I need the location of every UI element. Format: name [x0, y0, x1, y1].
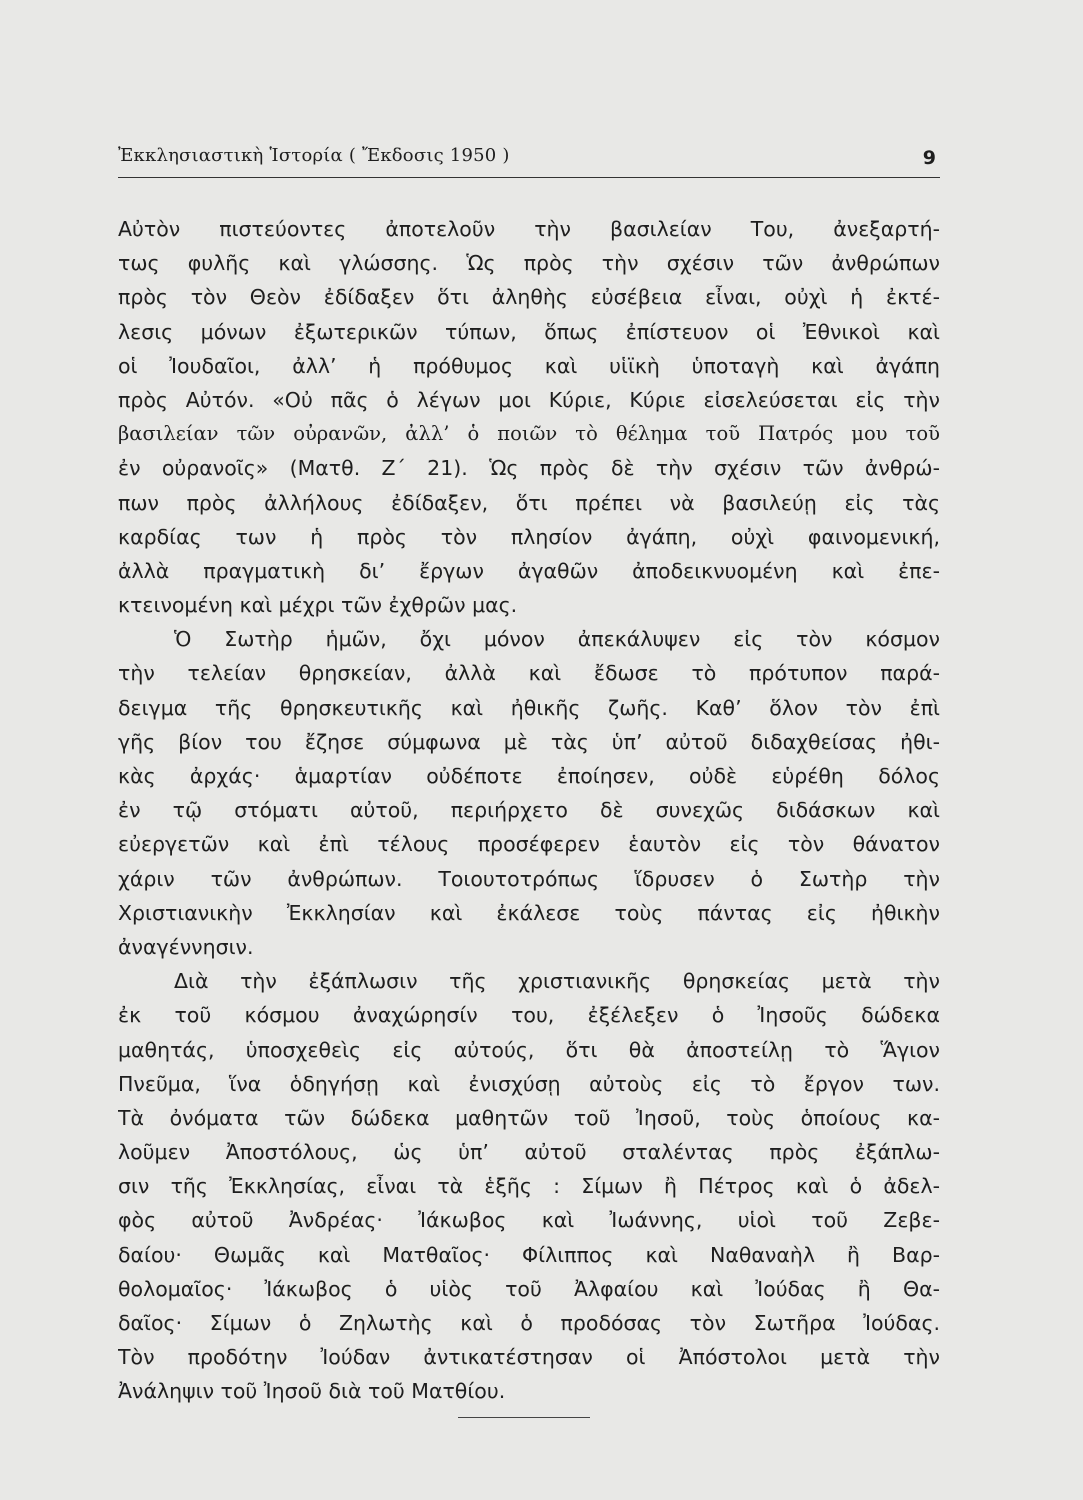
text-line: τὴν τελείαν θρησκείαν, ἀλλὰ καὶ ἔδωσε τὸ πρότυπον παρά- [118, 661, 940, 686]
text-line: Αὐτὸν πιστεύοντες ἀποτελοῦν τὴν βασιλείαν Του, ἀνεξαρτή- [118, 217, 940, 241]
text-line: ἀλλὰ πραγματικὴ δι’ ἔργων ἀγαθῶν ἀποδεικνυομένη καὶ ἐπε- [118, 558, 940, 583]
text-line: δαίου· Θωμᾶς καὶ Ματθαῖος· Φίλιππος καὶ Ναθαναὴλ ἢ Βαρ- [118, 1242, 940, 1267]
text-line: χάριν τῶν ἀνθρώπων. Τοιουτοτρόπως ἵδρυσεν ὁ Σωτὴρ τὴν [118, 866, 940, 891]
page-number: 9 [922, 147, 936, 169]
text-line: Χριστιανικὴν Ἐκκλησίαν καὶ ἐκάλεσε τοὺς πάντας εἰς ἠθικὴν [118, 900, 940, 925]
text-line: Πνεῦμα, ἵνα ὁδηγήσῃ καὶ ἐνισχύσῃ αὐτοὺς εἰς τὸ ἔργον των. [118, 1071, 940, 1096]
text-line: κὰς ἀρχάς· ἁμαρτίαν οὐδέποτε ἐποίησεν, οὐδὲ εὑρέθη δόλος [118, 764, 940, 788]
text-line: ἐν οὐρανοῖς» (Ματθ. Ζ΄ 21). Ὡς πρὸς δὲ τὴν σχέσιν τῶν ἀνθρώ- [118, 456, 940, 481]
paragraph-start-line: Ὁ Σωτὴρ ἡμῶν, ὄχι μόνον ἀπεκάλυψεν εἰς τὸν κόσμον [174, 627, 940, 652]
text-line: λεσις μόνων ἐξωτερικῶν τύπων, ὅπως ἐπίστευον οἱ Ἐθνικοὶ καὶ [118, 319, 940, 344]
text-line: δειγμα τῆς θρησκευτικῆς καὶ ἠθικῆς ζωῆς. Καθ’ ὅλον τὸν ἐπὶ [118, 695, 940, 720]
text-line: τως φυλῆς καὶ γλώσσης. Ὡς πρὸς τὴν σχέσιν τῶν ἀνθρώπων [118, 251, 940, 276]
text-line: Τὰ ὀνόματα τῶν δώδεκα μαθητῶν τοῦ Ἰησοῦ, τοὺς ὁποίους κα- [118, 1105, 940, 1130]
text-line: ἐν τῷ στόματι αὐτοῦ, περιήρχετο δὲ συνεχῶς διδάσκων καὶ [118, 798, 940, 823]
text-line: γῆς βίον του ἔζησε σύμφωνα μὲ τὰς ὑπ’ αὐτοῦ διδαχθείσας ἠθι- [118, 729, 940, 754]
text-line: εὐεργετῶν καὶ ἐπὶ τέλους προσέφερεν ἑαυτὸν εἰς τὸν θάνατον [118, 832, 940, 857]
text-line: πρὸς τὸν Θεὸν ἐδίδαξεν ὅτι ἀληθὴς εὐσέβεια εἶναι, οὐχὶ ἡ ἐκτέ- [118, 285, 940, 310]
text-line: Ἀνάληψιν τοῦ Ἰησοῦ διὰ τοῦ Ματθίου. [118, 1379, 506, 1404]
text-line: πων πρὸς ἀλλήλους ἐδίδαξεν, ὅτι πρέπει νὰ βασιλεύῃ εἰς τὰς [118, 490, 940, 515]
text-line: θολομαῖος· Ἰάκωβος ὁ υἱὸς τοῦ Ἀλφαίου καὶ Ἰούδας ἢ Θα- [118, 1276, 940, 1301]
text-line: κτεινομένη καὶ μέχρι τῶν ἐχθρῶν μας. [118, 593, 518, 618]
text-line: μαθητάς, ὑποσχεθεὶς εἰς αὐτούς, ὅτι θὰ ἀποστείλῃ τὸ Ἅγιον [118, 1037, 940, 1062]
end-rule [458, 1417, 590, 1418]
text-line: καρδίας των ἡ πρὸς τὸν πλησίον ἀγάπη, οὐχὶ φαινομενική, [118, 524, 940, 549]
body-text [118, 212, 940, 1409]
text-line: ἀναγέννησιν. [118, 934, 254, 959]
text-line: λοῦμεν Ἀποστόλους, ὡς ὑπ’ αὐτοῦ σταλέντας πρὸς ἐξάπλω- [118, 1140, 940, 1165]
text-line: Τὸν προδότην Ἰούδαν ἀντικατέστησαν οἱ Ἀπόστολοι μετὰ τὴν [118, 1345, 940, 1370]
paragraph-start-line: Διὰ τὴν ἐξάπλωσιν τῆς χριστιανικῆς θρησκείας μετὰ τὴν [174, 969, 940, 994]
text-line: δαῖος· Σίμων ὁ Ζηλωτὴς καὶ ὁ προδόσας τὸν Σωτῆρα Ἰούδας. [118, 1311, 940, 1335]
running-header [118, 143, 940, 178]
header-title: Ἐκκλησιαστικὴ Ἱστορία ( Ἔκδοσις 1950 ) [118, 145, 510, 166]
text-line: φὸς αὐτοῦ Ἀνδρέας· Ἰάκωβος καὶ Ἰωάννης, υἱοὶ τοῦ Ζεβε- [118, 1208, 940, 1233]
text-line: οἱ Ἰουδαῖοι, ἀλλ’ ἡ πρόθυμος καὶ υἱϊκὴ ὑποταγὴ καὶ ἀγάπη [118, 353, 940, 378]
text-line: ἐκ τοῦ κόσμου ἀναχώρησίν του, ἐξέλεξεν ὁ Ἰησοῦς δώδεκα [118, 1003, 940, 1028]
text-line: πρὸς Αὐτόν. «Οὐ πᾶς ὁ λέγων μοι Κύριε, Κύριε εἰσελεύσεται εἰς τὴν [118, 387, 940, 412]
text-line: σιν τῆς Ἐκκλησίας, εἶναι τὰ ἑξῆς : Σίμων ἢ Πέτρος καὶ ὁ ἀδελ- [118, 1174, 940, 1199]
text-line: βασιλείαν τῶν οὐρανῶν, ἀλλ’ ὁ ποιῶν τὸ θέλημα τοῦ Πατρός μου τοῦ [118, 422, 940, 446]
